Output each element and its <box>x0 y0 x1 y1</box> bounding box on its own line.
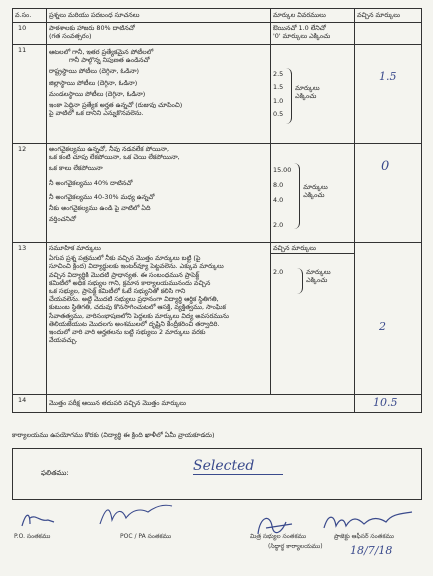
marks-text: ఎక్కించు <box>303 191 325 200</box>
question-line: ఇంకా పెద్దినా ప్రత్యేక అర్హత ఉన్నచో (రుజువు చూపించి) <box>49 100 183 109</box>
question-line: కమిటీలో అధిక సభ్యుల గాని, క్రమాన కార్యాలయమునందు వచ్చిన <box>49 278 211 287</box>
row-number: 13 <box>13 243 47 395</box>
signature-po <box>18 508 58 532</box>
marks-instruction <box>306 268 330 284</box>
marks-value: 4.0 <box>273 196 284 205</box>
po-signature-label: P.O. సంతకము <box>14 533 51 540</box>
marks-values <box>273 163 291 233</box>
question-line: అంగవైకల్యము ఉన్నచో, నీవు నడవలేక పోయినా, <box>49 145 170 153</box>
question-line: రాష్ట్రస్థాయి పోటీలు (దెగ్గినా, ఓడినా) <box>49 67 139 76</box>
obtained-cell <box>355 243 422 395</box>
obtained-value: 1.5 <box>379 70 397 83</box>
question-line: సూచించి క్రింద) విద్యార్థులకు ఇంటర్‌వ్యూ పెట్టవలెను. ఎక్కువ మార్కులు <box>49 262 224 271</box>
total-label: మొత్తం పరీక్ష ఆయిన తదుపరి వచ్చిన మొత్తం మార్కులు <box>49 399 186 407</box>
question-cell <box>47 144 271 243</box>
header-questions: ప్రశ్నలు మరియు పదబంధ సూచనలు <box>47 9 271 23</box>
marks-value: 2.0 <box>273 221 284 230</box>
question-line: (గత సంవత్సరం) <box>49 32 92 41</box>
question-line: చేయవలెను. అట్టి మొదటి సభ్యులు ప్రధానంగా విద్యార్థి ఆర్థిక స్థితిగతి, <box>49 295 219 304</box>
obtained-cell <box>355 144 422 243</box>
table-row-13 <box>13 243 422 395</box>
marks-text: ఎక్కించు <box>306 276 328 285</box>
marks-value: 1.0 <box>273 96 284 105</box>
table-row-12 <box>13 144 422 243</box>
result-label: ఫలితము: <box>41 469 69 477</box>
question-line: ఆటలలో గానీ, ఇతర ప్రత్యేకమైన పోటీలలో <box>49 48 154 56</box>
question-cell <box>47 23 271 45</box>
total-label-cell <box>47 395 355 413</box>
marks-value: 8.0 <box>273 181 284 190</box>
question-line: మండలస్థాయి పోటీలు (దెగ్గినా, ఓడినా) <box>49 89 146 98</box>
header-obtained-marks: వచ్చిన మార్కులు <box>355 9 422 23</box>
header-serial: వ.సం. <box>13 9 47 23</box>
row-number: 12 <box>13 144 47 243</box>
table-row-11 <box>13 45 422 144</box>
marks-value: 0.5 <box>273 110 284 119</box>
marks-instruction <box>303 183 327 199</box>
question-line: పాఠశాలకు హాజరు 80% దాటినచో <box>49 24 135 32</box>
obtained-cell <box>355 45 422 144</box>
marks-detail-cell <box>271 144 355 243</box>
marks-subheader: వచ్చిన మార్కులు <box>271 243 354 254</box>
marks-text: మార్కులు <box>303 183 328 191</box>
office-use-note: కార్యాలయము ఉపయోగము కొరకు (విద్యార్థి ఈ క్రింది ఖాళీలో ఏమీ వ్రాయకూడదు) <box>12 431 215 439</box>
marks-line: '0' మార్కులు ఎక్కించు <box>273 32 331 41</box>
marks-text: ఎక్కించు <box>295 92 317 101</box>
marks-value: 2.5 <box>273 70 284 78</box>
header-marks-details: మార్కుల వివరములు <box>271 9 355 23</box>
table-header-row <box>13 9 422 23</box>
row-number: 10 <box>13 23 47 45</box>
member-signature-label: మిత్ర సభ్యుల సంతకము <box>250 533 307 540</box>
question-line: ఏగువ ప్రశ్న పత్రములో నీకు వచ్చిన మొత్తం మార్కులు బట్టి (పై <box>49 254 201 263</box>
question-title: సమూహిక మార్కులు <box>49 244 101 252</box>
marks-text: మార్కులు <box>306 268 331 277</box>
question-line: ఒక సభ్యుల, ప్రాపెక్ట్ కమిటీలో ఓటే సభ్యునితో కలిసి గాని <box>49 286 186 295</box>
poc-signature-label: POC / PA సంతకము <box>120 533 172 540</box>
officer-signature-label: ప్రాజెక్టు ఆఫీసర్ సంతకము <box>334 533 394 540</box>
marks-text: మార్కులు <box>295 84 320 92</box>
question-line: ఇందులో వారి వారి అర్హతలను బట్టి సభ్యులు 2 మార్కులు వరకు <box>49 327 206 336</box>
question-line: నీకు అంగవైకల్యము ఉండి పై వాటిలో ఏది <box>49 203 151 212</box>
question-line: కుటుంబ స్థితిగతి, చదువు కొనసాగించుటలో ఆసక్తి, వ్యక్తిత్వము, సాంఘిక <box>49 303 226 312</box>
row-number: 11 <box>13 45 47 144</box>
marks-value: 2.0 <box>273 268 284 277</box>
question-line: ఒక కాలు లేకపోయినా <box>49 164 103 173</box>
question-cell <box>47 45 271 144</box>
marks-values <box>273 68 283 122</box>
result-value: Selected <box>193 458 283 475</box>
marks-detail-cell <box>271 243 355 395</box>
obtained-value: 0 <box>381 159 390 174</box>
signature-date: 18/7/18 <box>350 544 393 557</box>
brace <box>286 68 292 124</box>
marks-table <box>12 8 422 413</box>
question-line: వేయవచ్చు. <box>49 336 78 345</box>
question-line: పై వాటిలో ఒక దానిని ఎన్నుకొనవలెను. <box>49 109 144 118</box>
table-row-10 <box>13 23 422 45</box>
signature-poc <box>96 500 176 530</box>
obtained-value: 2 <box>379 320 386 333</box>
question-cell <box>47 243 271 395</box>
marks-value: 15.00 <box>273 166 292 174</box>
obtained-cell <box>355 395 422 413</box>
question-line: ఒక కంటి చూపు లేకపోయినా, ఒక చెయి లేకపోయినా, <box>49 153 180 162</box>
result-box <box>12 448 422 500</box>
marks-instruction <box>295 84 319 100</box>
marks-detail-cell <box>271 45 355 144</box>
brace <box>294 163 300 229</box>
marks-detail-cell <box>271 23 355 45</box>
marks-line: ఔయినచో 1.0 లేనిచో <box>273 24 326 32</box>
question-line: గానీ పాల్గొన్న నిపుణత ఉండినచో <box>69 56 150 65</box>
question-line: వచ్చిన విద్యార్థికి మొదటి ప్రాధాన్యత. ఈ సంబంధమున ప్రాపెక్ట్ <box>49 270 200 279</box>
question-line: వర్తించనిచో <box>49 215 77 224</box>
brace <box>297 268 303 294</box>
question-line: సేవాతత్వము, వారిసంభాషణలోని పెద్దలకు మార్కులు విద్య అవసరమును <box>49 311 229 320</box>
question-line: జిల్లాస్థాయి పోటీలు (దెగ్గినా, ఓడినా) <box>49 78 138 87</box>
question-line: నీ అంగవైకల్యము 40% దాటినచో <box>49 178 133 187</box>
obtained-cell <box>355 23 422 45</box>
question-line: నీ అంగవైకల్యము 40-30% మధ్య ఉన్నచో <box>49 192 155 201</box>
row-number: 14 <box>13 395 47 413</box>
table-row-14 <box>13 395 422 413</box>
member-signature-sublabel: (సిద్ధార్థ కార్యాలయము) <box>268 543 323 550</box>
total-obtained-value: 10.5 <box>373 396 398 409</box>
marks-value: 1.5 <box>273 83 284 92</box>
question-line: తెలియజేయుట మొదలగు అంశములలో దృష్టిని కేంద్రీకరించి తర్వాదిరి. <box>49 319 220 328</box>
